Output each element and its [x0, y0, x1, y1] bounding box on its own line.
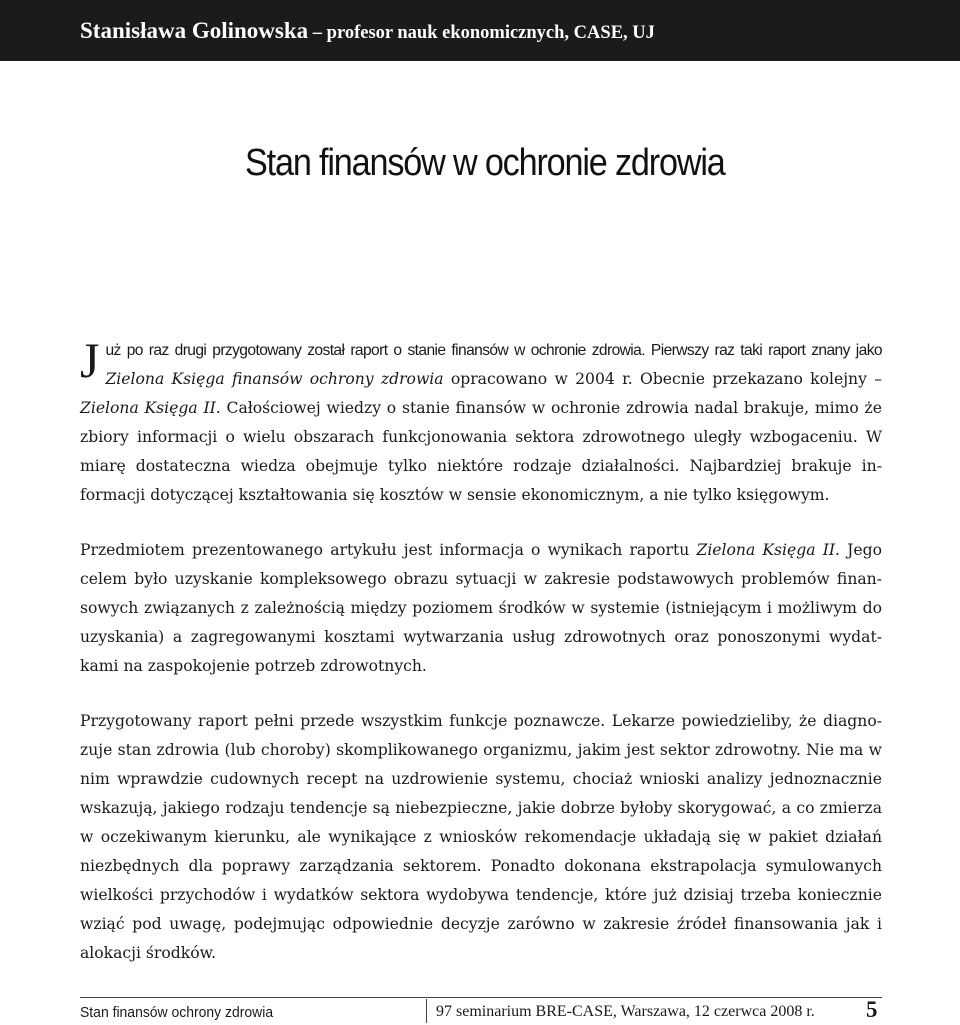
- header-author: Stanisława Golinowska: [80, 17, 309, 43]
- footer-divider: [426, 999, 427, 1023]
- book-title-2: Zielona Księga II: [80, 399, 216, 417]
- page-number: 5: [866, 997, 878, 1022]
- page-title: Stan finansów w ochronie zdrowia: [245, 142, 725, 184]
- header-bar: [0, 0, 960, 61]
- footer-publication-title: Stan finansów ochrony zdrowia: [80, 1004, 274, 1021]
- book-title-1: Zielona Księga finansów ochrony zdrowia: [105, 370, 444, 388]
- article-body: [80, 332, 882, 994]
- paragraph-3: Przygotowany raport pełni przede wszystkim funkcje poznawcze. Lekarze powiedzieliby, że diagnozuje stan zdrowia (lub choroby) skomplikowanego organizmu, jakim jest sektor zdrowotny. Nie ma w nim wprawdzie cudownych recept na uzdrowienie systemu, chociaż wnioski analizy jednoznacznie wskazują, jakiego rodzaju tendencje są niebezpieczne, jakie dobrze byłoby skorygować, a co zmierza w oczekiwanym kierunku, ale wynikające z wniosków rekomendacje układają się w pakiet działań niezbędnych dla poprawy zarządzania sektorem. Ponadto dokonana ekstrapolacja symulowanych wielkości przychodów i wydatków sektora wydobywa tendencje, które już dzisiaj trzeba koniecznie wziąć pod uwagę, podejmując odpowiednie decyzje zarówno w zakresie źródeł finansowania jak i alokacji środków.: [80, 712, 882, 962]
- paragraph-2-after: . Jego celem było uzyskanie kompleksowego obrazu sytuacji w zakresie podstawowych problemów finansowych związanych z zależnością między poziomem środków w systemie (istniejącym i możliwym do uzyskania) a zagregowanymi kosztami wytwarzania usług zdrowotnych oraz ponoszonymi wydatkami na zaspokojenie potrzeb zdrowotnych.: [80, 541, 882, 675]
- paragraph-1-mid: opracowano w 2004 r. Obecnie przekazano kolejny –: [443, 370, 882, 388]
- header-text: [80, 18, 655, 44]
- book-title-3: Zielona Księga II: [696, 541, 836, 559]
- drop-cap: J: [80, 332, 100, 388]
- paragraph-2: [80, 536, 882, 681]
- paragraph-1: [80, 332, 882, 510]
- paragraph-1-lead: uż po raz drugi przygotowany został raport o stanie finansów w ochronie zdrowia. Pierwszy raz taki raport znany jako: [105, 342, 882, 359]
- paragraph-1-rest: . Całościowej wiedzy o stanie finansów w ochronie zdrowia nadal brakuje, mimo że zbiory informacji o wielu obszarach funkcjonowania sektora zdrowotnego uległy wzbogaceniu. W miarę dostateczna wiedza obejmuje tylko niektóre rodzaje działalności. Najbardziej brakuje informacji dotyczącej kształtowania się kosztów w sensie ekonomicznym, a nie tylko księgowym.: [80, 399, 882, 504]
- footer-rule: [80, 997, 882, 998]
- paragraph-2-before: Przedmiotem prezentowanego artykułu jest informacja o wynikach raportu: [80, 541, 697, 559]
- header-role: – profesor nauk ekonomicznych, CASE, UJ: [308, 22, 655, 43]
- footer-seminar-info: 97 seminarium BRE-CASE, Warszawa, 12 czerwca 2008 r.: [436, 1003, 815, 1020]
